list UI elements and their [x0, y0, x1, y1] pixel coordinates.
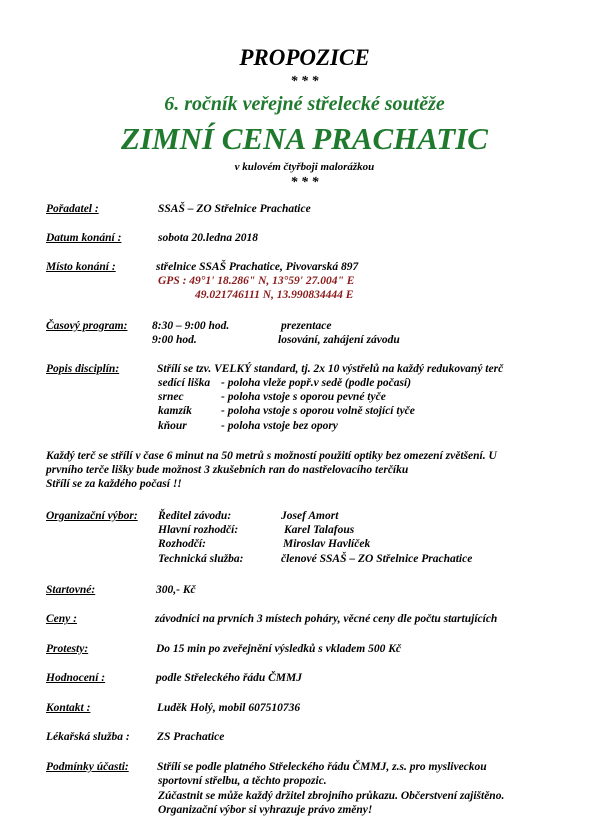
organizer-label: Pořadatel :: [46, 203, 99, 215]
venue-label: Místo konání :: [46, 261, 116, 273]
discipline-name-4: kňour: [158, 420, 187, 432]
disciplines-label: Popis disciplín:: [46, 363, 120, 375]
contact-label: Kontakt :: [46, 702, 91, 714]
conditions-line-2: sportovní střelbu, a těchto propozic.: [158, 775, 327, 787]
discipline-desc-2: - poloha vstoje s oporou pevné tyče: [221, 391, 386, 403]
discipline-desc-3: - poloha vstoje s oporou volně stojící tyče: [221, 405, 415, 417]
event-name: ZIMNÍ CENA PRACHATIC: [121, 121, 488, 156]
committee-role-3: Rozhodčí:: [158, 538, 206, 550]
committee-role-1: Ředitel závodu:: [158, 510, 232, 522]
protests-label: Protesty:: [46, 643, 89, 655]
evaluation-value: podle Střeleckého řádu ČMMJ: [156, 672, 302, 684]
committee-label: Organizační výbor:: [46, 510, 138, 522]
schedule-time-1: 8:30 – 9:00 hod.: [152, 320, 230, 332]
medical-value: ZS Prachatice: [157, 731, 225, 743]
stars-divider-bottom: * * *: [290, 175, 319, 190]
date-value: sobota 20.ledna 2018: [158, 232, 258, 244]
rules-paragraph-line-3: Střílí se za každého počasí !!: [46, 478, 182, 490]
fee-value: 300,- Kč: [156, 584, 196, 596]
committee-role-4: Technická služba:: [158, 553, 244, 565]
schedule-desc-1: prezentace: [281, 320, 332, 332]
discipline-name-3: kamzík: [158, 405, 192, 417]
committee-name-4: členové SSAŠ – ZO Střelnice Prachatice: [281, 553, 473, 565]
medical-label: Lékařská služba :: [46, 731, 130, 743]
discipline-desc-1: - poloha vleže popř.v sedě (podle počasí): [221, 377, 412, 389]
rules-paragraph-line-1: Každý terč se střílí v čase 6 minut na 50 metrů s možností použití optiky bez omezení zvětšení. U: [46, 450, 497, 462]
schedule-label: Časový program:: [46, 320, 128, 332]
gps-decimal: 49.021746111 N, 13.990834444 E: [195, 289, 354, 301]
discipline-desc-4: - poloha vstoje bez opory: [221, 420, 338, 432]
discipline-name-2: srnec: [158, 391, 184, 403]
rules-paragraph-line-2: prvního terče lišky bude možnost 3 zkušebních ran do nastřelovacího terčíku: [46, 464, 409, 476]
contact-value: Luděk Holý, mobil 607510736: [157, 702, 301, 714]
date-label: Datum konání :: [46, 232, 122, 244]
committee-name-2: Karel Talafous: [284, 524, 355, 536]
committee-name-3: Miroslav Havlíček: [283, 538, 371, 550]
evaluation-label: Hodnocení :: [46, 672, 106, 684]
venue-value: střelnice SSAŠ Prachatice, Pivovarská 897: [156, 261, 359, 273]
gps-dms: GPS : 49°1' 18.286" N, 13°59' 27.004" E: [158, 275, 355, 287]
conditions-line-3: Zúčastnit se může každý držitel zbrojního průkazu. Občerstvení zajištěno.: [158, 790, 505, 802]
prizes-label: Ceny :: [46, 613, 77, 625]
organizer-value: SSAŠ – ZO Střelnice Prachatice: [158, 203, 311, 215]
schedule-time-2: 9:00 hod.: [152, 334, 197, 346]
committee-name-1: Josef Amort: [281, 510, 339, 522]
fee-label: Startovné:: [46, 584, 96, 596]
discipline-name-1: sedící liška: [158, 377, 211, 389]
schedule-desc-2: losování, zahájení závodu: [278, 334, 400, 346]
document-title: PROPOZICE: [239, 45, 370, 70]
disciplines-intro: Střílí se tzv. VELKÝ standard, tj. 2x 10 výstřelů na každý redukovaný terč: [157, 363, 504, 375]
discipline-note: v kulovém čtyřboji malorážkou: [234, 161, 375, 173]
stars-divider-top: * * *: [290, 74, 319, 89]
protests-value: Do 15 min po zveřejnění výsledků s vkladem 500 Kč: [156, 643, 401, 655]
conditions-line-1: Střílí se podle platného Střeleckého řádu ČMMJ, z.s. pro mysliveckou: [157, 761, 487, 773]
conditions-label: Podmínky účasti:: [46, 761, 129, 773]
event-subtitle: 6. ročník veřejné střelecké soutěže: [164, 93, 445, 115]
committee-role-2: Hlavní rozhodčí:: [158, 524, 239, 536]
prizes-value: závodníci na prvních 3 místech poháry, věcné ceny dle počtu startujících: [155, 613, 498, 625]
conditions-line-4: Organizační výbor si vyhrazuje právo změny!: [158, 804, 373, 816]
